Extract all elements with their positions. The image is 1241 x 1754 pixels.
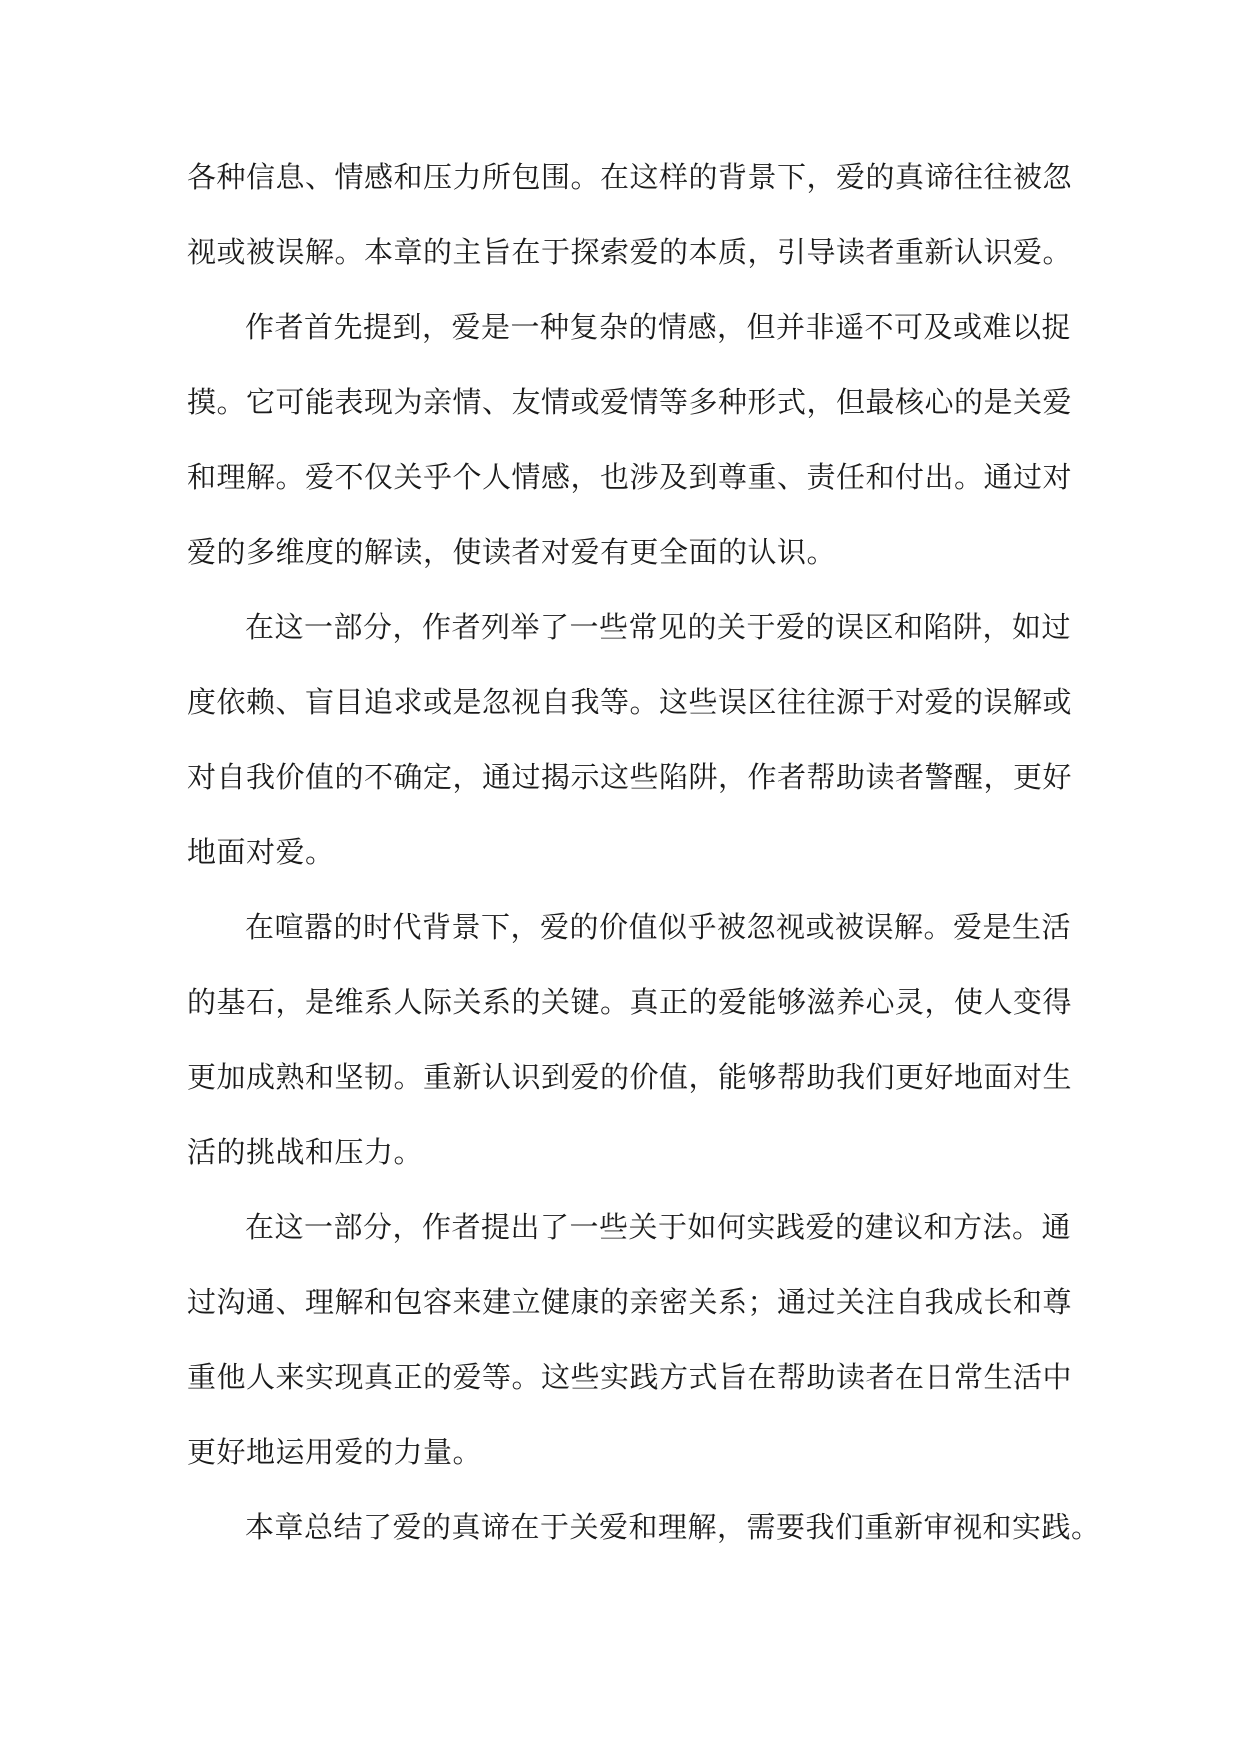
text-line: 在这一部分，作者提出了一些关于如何实践爱的建议和方法。通 (245, 1210, 1072, 1244)
text-line: 各种信息、情感和压力所包围。在这样的背景下，爱的真谛往往被忽 (187, 160, 1073, 194)
text-line: 过沟通、理解和包容来建立健康的亲密关系；通过关注自我成长和尊 (187, 1285, 1073, 1319)
text-line: 视或被误解。本章的主旨在于探索爱的本质，引导读者重新认识爱。 (187, 235, 1073, 269)
text-line: 的基石，是维系人际关系的关键。真正的爱能够滋养心灵，使人变得 (187, 985, 1073, 1019)
text-line: 本章总结了爱的真谛在于关爱和理解，需要我们重新审视和实践。 (245, 1510, 1101, 1544)
text-line: 摸。它可能表现为亲情、友情或爱情等多种形式，但最核心的是关爱 (187, 385, 1073, 419)
text-line: 爱的多维度的解读，使读者对爱有更全面的认识。 (187, 535, 837, 569)
text-line: 对自我价值的不确定，通过揭示这些陷阱，作者帮助读者警醒，更好 (187, 760, 1073, 794)
text-line: 在这一部分，作者列举了一些常见的关于爱的误区和陷阱，如过 (245, 610, 1072, 644)
text-line: 在喧嚣的时代背景下，爱的价值似乎被忽视或被误解。爱是生活 (245, 910, 1072, 944)
text-line: 度依赖、盲目追求或是忽视自我等。这些误区往往源于对爱的误解或 (187, 685, 1073, 719)
document-body (187, 140, 1101, 1565)
text-line: 更加成熟和坚韧。重新认识到爱的价值，能够帮助我们更好地面对生 (187, 1060, 1073, 1094)
text-line: 活的挑战和压力。 (187, 1135, 424, 1169)
text-line: 作者首先提到，爱是一种复杂的情感，但并非遥不可及或难以捉 (245, 310, 1072, 344)
text-line: 地面对爱。 (187, 835, 335, 869)
text-line: 和理解。爱不仅关乎个人情感，也涉及到尊重、责任和付出。通过对 (187, 460, 1073, 494)
text-line: 重他人来实现真正的爱等。这些实践方式旨在帮助读者在日常生活中 (187, 1360, 1073, 1394)
text-line: 更好地运用爱的力量。 (187, 1435, 483, 1469)
